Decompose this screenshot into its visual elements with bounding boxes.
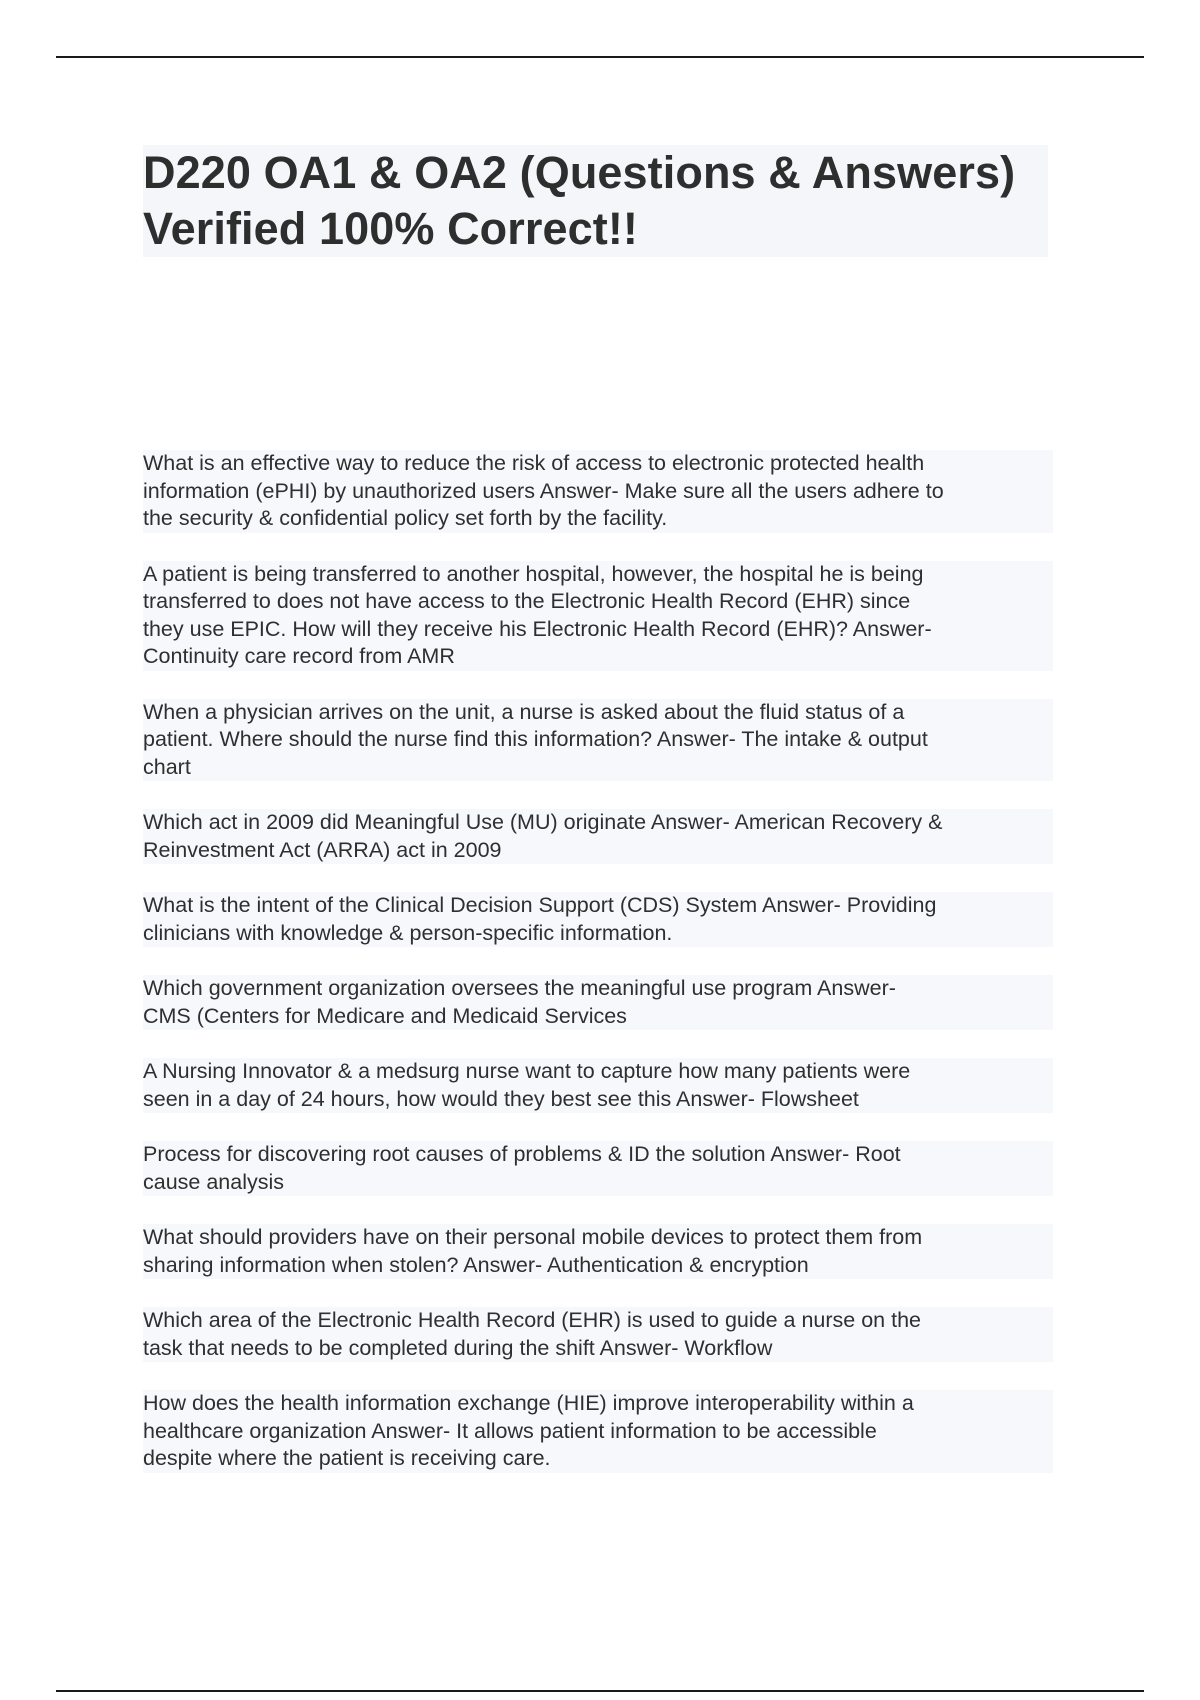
qa-item-10: Which area of the Electronic Health Record (EHR) is used to guide a nurse on the task that needs to be completed during the shift Answer- Workflow — [143, 1307, 1053, 1362]
qa-item-7: A Nursing Innovator & a medsurg nurse want to capture how many patients were seen in a day of 24 hours, how would they best see this Answer- Flowsheet — [143, 1058, 1053, 1113]
qa-item-3: When a physician arrives on the unit, a nurse is asked about the fluid status of a patient. Where should the nurse find this information? Answer- The intake & output chart — [143, 699, 1053, 782]
qa-item-6: Which government organization oversees the meaningful use program Answer- CMS (Centers for Medicare and Medicaid Services — [143, 975, 1053, 1030]
qa-list — [143, 450, 1053, 1501]
title-block — [143, 145, 1048, 257]
document-title: D220 OA1 & OA2 (Questions & Answers) Verified 100% Correct!! — [143, 147, 1016, 254]
qa-item-11: How does the health information exchange (HIE) improve interoperability within a healthcare organization Answer- It allows patient information to be accessible despite where the patient is receiving care. — [143, 1390, 1053, 1473]
qa-item-1: What is an effective way to reduce the risk of access to electronic protected health information (ePHI) by unauthorized users Answer- Make sure all the users adhere to the security & confidential policy set forth by the facility. — [143, 450, 1053, 533]
qa-item-2: A patient is being transferred to another hospital, however, the hospital he is being transferred to does not have access to the Electronic Health Record (EHR) since they use EPIC. How will they receive his Electronic Health Record (EHR)? Answer- Continuity care record from AMR — [143, 561, 1053, 671]
qa-item-8: Process for discovering root causes of problems & ID the solution Answer- Root cause analysis — [143, 1141, 1053, 1196]
qa-item-9: What should providers have on their personal mobile devices to protect them from sharing information when stolen? Answer- Authentication & encryption — [143, 1224, 1053, 1279]
qa-item-5: What is the intent of the Clinical Decision Support (CDS) System Answer- Providing clinicians with knowledge & person-specific information. — [143, 892, 1053, 947]
top-divider — [56, 56, 1144, 58]
qa-item-4: Which act in 2009 did Meaningful Use (MU) originate Answer- American Recovery & Reinvestment Act (ARRA) act in 2009 — [143, 809, 1053, 864]
bottom-divider — [56, 1690, 1144, 1692]
